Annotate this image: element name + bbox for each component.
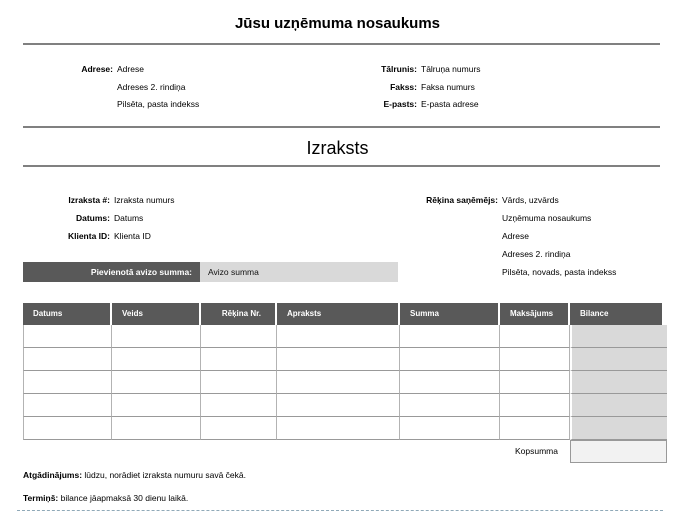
column-header-amount: Summa: [400, 303, 500, 325]
table-cell[interactable]: [112, 417, 201, 440]
divider-below-title: [23, 165, 660, 167]
statement-number-value[interactable]: Izraksta numurs: [114, 195, 175, 205]
column-header-payment: Maksājums: [500, 303, 570, 325]
transactions-table: [23, 303, 667, 463]
email-label: E-pasts:: [383, 99, 417, 109]
phone-label: Tālrunis:: [381, 64, 417, 74]
balance-cell[interactable]: [570, 371, 667, 394]
address-label: Adrese:: [81, 64, 113, 74]
column-header-invoice-no: Rēķina Nr.: [201, 303, 277, 325]
statement-number-label: Izraksta #:: [68, 195, 110, 205]
column-header-date: Datums: [23, 303, 112, 325]
fax-label: Fakss:: [390, 81, 417, 92]
table-cell[interactable]: [201, 371, 277, 394]
balance-cell[interactable]: [570, 394, 667, 417]
statement-labels-block: [23, 191, 110, 245]
recipient-name[interactable]: Vārds, uzvārds: [502, 195, 559, 205]
client-id-value[interactable]: Klienta ID: [114, 231, 151, 241]
table-cell[interactable]: [23, 348, 112, 371]
recipient-address-2[interactable]: Adreses 2. rindiņa: [502, 249, 571, 259]
balance-cell[interactable]: [570, 348, 667, 371]
statement-date-label: Datums:: [75, 213, 110, 223]
address-line-2[interactable]: Adreses 2. rindiņa: [117, 81, 186, 92]
table-cell[interactable]: [500, 394, 570, 417]
table-cell[interactable]: [23, 371, 112, 394]
table-cell[interactable]: [500, 325, 570, 348]
table-row: [23, 371, 667, 394]
table-cell[interactable]: [112, 394, 201, 417]
avizo-amount-label: Pievienotā avizo summa:: [23, 262, 200, 282]
document-title: Izraksts: [306, 138, 369, 158]
company-name[interactable]: Jūsu uzņēmuma nosaukums: [234, 15, 441, 32]
table-body: [23, 325, 667, 440]
contact-labels-block: [290, 61, 417, 114]
table-cell[interactable]: [400, 348, 500, 371]
reminder-label: Atgādinājums:: [23, 470, 83, 480]
table-cell[interactable]: [23, 417, 112, 440]
total-label: Kopsumma: [515, 446, 558, 456]
table-row: [23, 325, 667, 348]
table-cell[interactable]: [400, 371, 500, 394]
divider-above-title: [23, 126, 660, 128]
table-row: [23, 417, 667, 440]
table-cell[interactable]: [400, 417, 500, 440]
balance-cell[interactable]: [570, 325, 667, 348]
recipient-company[interactable]: Uzņēmuma nosaukums: [502, 213, 592, 223]
table-cell[interactable]: [500, 417, 570, 440]
table-cell[interactable]: [500, 371, 570, 394]
recipient-city[interactable]: Pilsēta, novads, pasta indekss: [502, 267, 617, 277]
table-cell[interactable]: [23, 394, 112, 417]
recipient-address[interactable]: Adrese: [502, 231, 529, 241]
contact-values-block: [421, 61, 481, 114]
recipient-values-block: [502, 191, 616, 281]
table-cell[interactable]: [112, 348, 201, 371]
email-value[interactable]: E-pasta adrese: [421, 99, 479, 109]
table-cell[interactable]: [112, 325, 201, 348]
table-cell[interactable]: [277, 371, 400, 394]
terms-label: Termiņš:: [23, 493, 59, 503]
column-header-type: Veids: [112, 303, 201, 325]
statement-date-value[interactable]: Datums: [114, 213, 144, 223]
table-cell[interactable]: [277, 394, 400, 417]
table-cell[interactable]: [23, 325, 112, 348]
reminder-text: lūdzu, norādiet izraksta numuru savā čekā.: [84, 470, 246, 480]
table-header: [23, 303, 667, 325]
address-line-3[interactable]: Pilsēta, pasta indekss: [117, 99, 200, 109]
recipient-label: Rēķina saņēmējs:: [426, 195, 498, 205]
table-cell[interactable]: [400, 325, 500, 348]
table-row: [23, 394, 667, 417]
table-cell[interactable]: [112, 371, 201, 394]
table-cell[interactable]: [201, 417, 277, 440]
table-cell[interactable]: [277, 348, 400, 371]
total-value-cell[interactable]: [570, 440, 667, 463]
table-cell[interactable]: [201, 348, 277, 371]
statement-values-block: [114, 191, 174, 245]
reminder-line: [23, 470, 246, 480]
avizo-amount-value-cell[interactable]: Avizo summa: [200, 262, 398, 282]
table-cell[interactable]: [201, 394, 277, 417]
table-row: [23, 348, 667, 371]
table-cell[interactable]: [400, 394, 500, 417]
terms-line: [23, 493, 188, 503]
company-address-block: [117, 61, 199, 114]
client-id-label: Klienta ID:: [67, 231, 110, 241]
balance-cell[interactable]: [570, 417, 667, 440]
table-cell[interactable]: [201, 325, 277, 348]
address-line-1[interactable]: Adrese: [117, 64, 144, 74]
divider-top: [23, 43, 660, 45]
table-cell[interactable]: [277, 325, 400, 348]
terms-text: bilance jāapmaksā 30 dienu laikā.: [60, 493, 189, 503]
column-header-description: Apraksts: [277, 303, 400, 325]
total-row: [23, 440, 667, 463]
phone-value[interactable]: Tālruņa numurs: [421, 64, 481, 74]
page-break-line: [17, 510, 663, 511]
table-cell[interactable]: [500, 348, 570, 371]
fax-value[interactable]: Faksa numurs: [421, 81, 475, 92]
column-header-balance: Bilance: [570, 303, 667, 325]
table-cell[interactable]: [277, 417, 400, 440]
